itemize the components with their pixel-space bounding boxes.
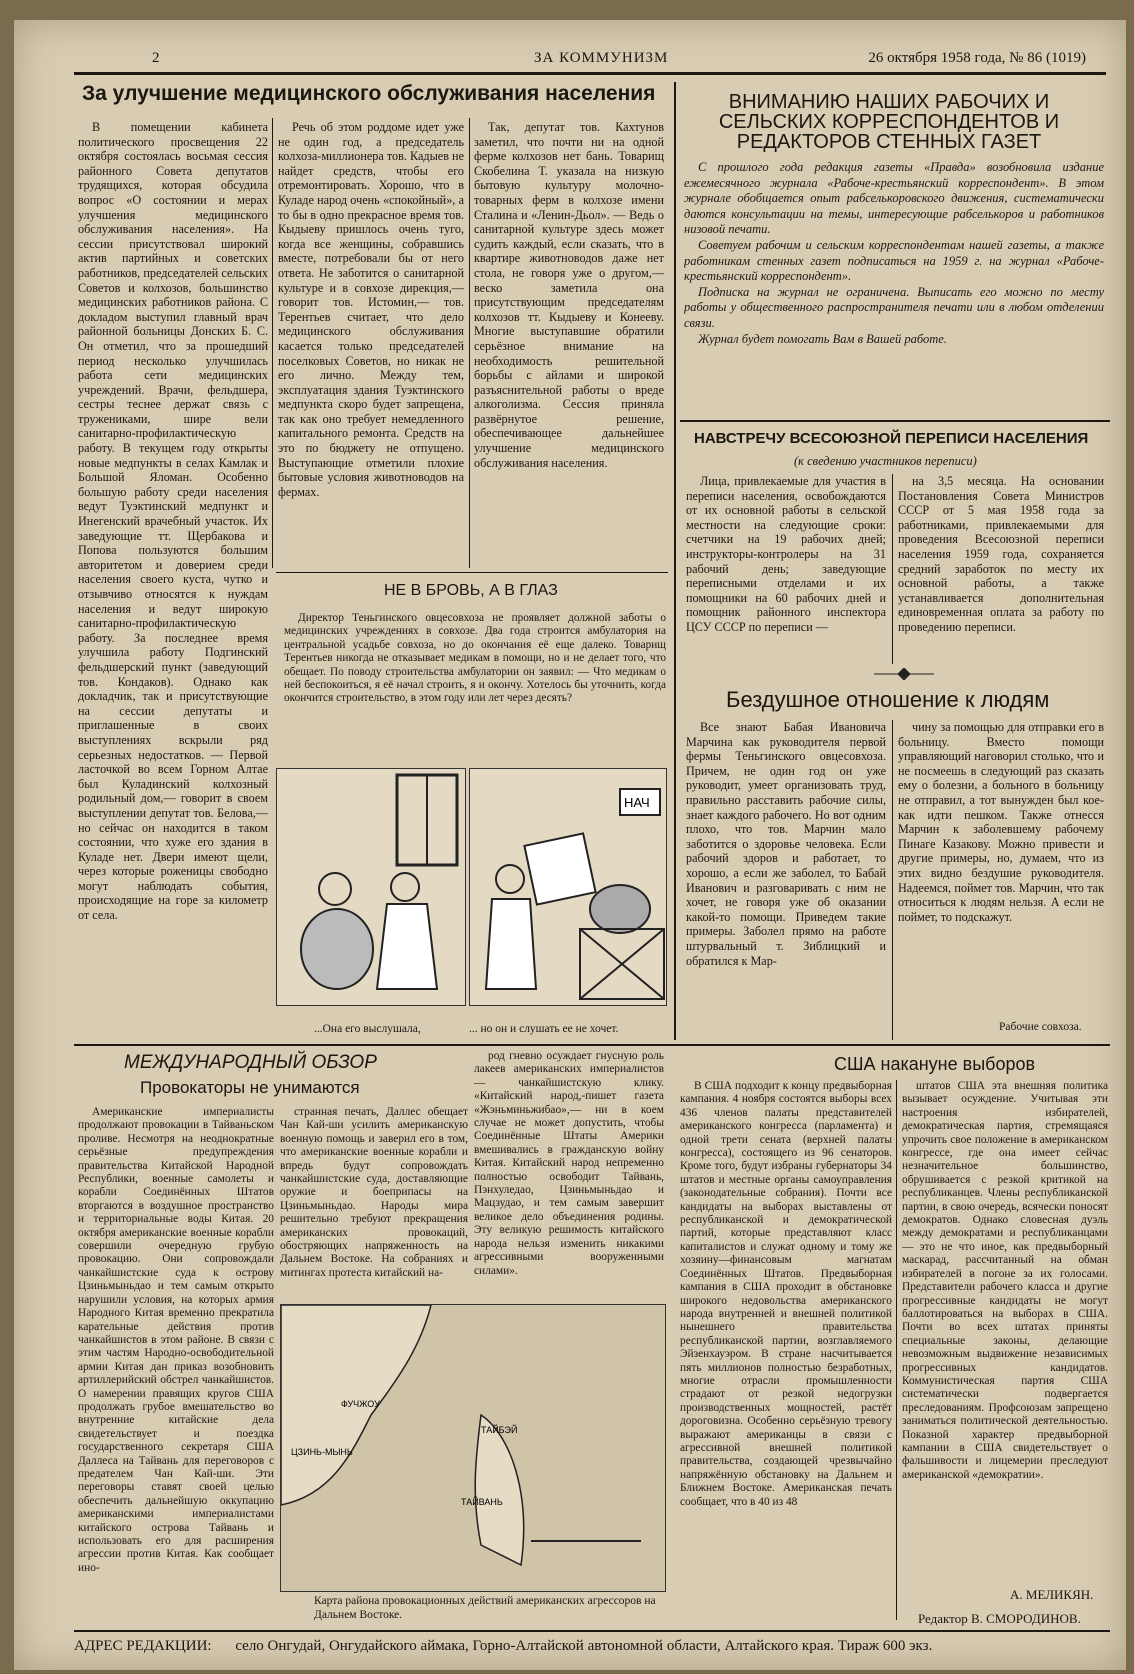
page-header [74,50,1086,72]
brov-text [284,612,666,762]
med-col-1-text: В помещении кабинета политического просвещения 22 октября состоялась восьмая сессия районного Совета депутатов трудящихся, которая обсудила вопрос «О состоянии и мерах улучшения медицинского обслуживания населения». На сессии присутствовал широкий актив партийных и советских работников, председателей сельских Советов и колхозов, большинство медицинских работников района. С докладом выступил главный врач районной больницы Донских Б. С. Он отметил, что за прошедший период несколько улучшилась работа сети медицинских учреждений. Врачи, фельдшера, сестры теснее держат связь с тружениками, шире вели санитарно-профилактическую работу. В текущем году открыты новые медпункты в селах Камлак и Большой Яломан. Особенно большую работу среди населения ведут Туэктинский медпункт и Инегенский врачебный участок. Их заведующие тт. Щербакова и Попова пользуются большим авторитетом и доверием среди населения своего куста, чутко и отзывчиво относятся к нуждам населения и ведут широкую санитарно-профилактическую работу. За последнее время улучшила работу Подгинский фельдшерский пункт (заведующий тов. Кондаков). Однако как докладчик, так и присутствующие на сессии депутаты и приглашенные в своих выступлениях вскрыли ряд серьезных недостатков. — Первой ласточкой во всем Горном Алтае был Куладинский колхозный родильный дом,— говорит в своем выступлении депутат тов. Белова,— но сейчас он находится в таком состоянии, что хуже его здания в Куладе нет. Двери имеют щели, через которые роженицы свободно могут наблюдать события, происходящие на горе за километр от села. [78,120,268,923]
usa-col-1 [680,1080,892,1620]
usa-col-1-text: В США подходит к концу предвыборная кампания. 4 ноября состоятся выборы всех 436 членов палаты представителей американского конгресса (парламента) и одной трети сената (верхней палаты конгресса), состоящего из 96 сенаторов. Кроме того, будут избраны губернаторы 34 штатов и местные органы самоуправления (законодательные собрания). Почти все кандидаты на выборах выставлены от республиканской и демократической партий, которые представляют класс капиталистов и служат одному и тому же хозяину—финансовым магнатам Соединённых Штатов. Предвыборная кампания в США проходит в обстановке широкого недовольства американского народа внутренней и внешней политикой нынешнего правительства республиканской партии, возглавляемого Эйзенхауэром. В стране насчитывается пять миллионов полностью безработных, многие отрасли промышленности страдают от резкой недогрузки производственных мощностей, растёт дороговизна. Особенно серьёзную тревогу выражают американцы в связи с агрессивной внешней политикой правительства, создающей чрезвычайно напряжённую обстановку на Дальнем и Ближнем Востоке. Американская печать сообщает, что в 40 из 48 [680,1080,892,1508]
map [280,1304,666,1592]
ornament [874,668,934,680]
intl-col-3-text: род гневно осуждает гнусную роль лакеев американских империалистов — чанкайшистскую клику. «Китайский народ,-пишет газета «Жэньминьжибао»,— ни в коем случае не может допустить, чтобы Соединённые Штаты Америки вмешивались в гражданскую войну Китая. Китайский народ непременно полностью освободит Тайвань, Пэнхуледао, Цзиньмыньдао и Мацзудао, и тем самым завершит великое дело объединения родины. Эту великую решимость китайского народа нельзя изменить никакими агрессивными вооруженными силами». [474,1050,664,1277]
bezd-col-2 [898,720,1104,1010]
med-col-3-text: Так, депутат тов. Кахтунов заметил, что почти ни на одной ферме колхозов нет бань. Товарищ Скобелина Т. указала на низкую бытовую культуру молочно-товарных ферм в колхозе имени Сталина и «Ленин-Дьол». — Ведь о санитарной культуре здесь может судить каждый, если сказать, что в квартире животноводов даже нет стола, не говоря уже о другом,— веско заметила она присутствующим председателям колхозов тт. Кыдыеву и Конееву. Многие выступавшие обратили серьёзное внимание на необходимость решительной борьбы с айлами и широкой разъяснительной работы о вреде алкоголизма. Сессия приняла развёрнутое решение, обеспечивающее дальнейшее улучшение медицинского обслуживания населения. [474,120,664,470]
map-label-taiwan: ТАЙВАНЬ [461,1497,503,1507]
divider [469,118,470,568]
intl-col-1 [78,1106,274,1616]
cartoon-right-drawing [470,769,666,1005]
divider [74,1044,1110,1046]
address-text: село Онгудай, Онгудайского аймака, Горно-Алтайской автономной области, Алтайского края. Тираж 600 экз. [235,1638,933,1654]
med-col-1 [78,120,268,1020]
divider [276,572,668,573]
census-col-1-text: Лица, привлекаемые для участия в переписи населения, освобождаются от их основной работы в сельской местности на следующие сроки: счетчики на 19 рабочих дней; инструкторы-контролеры на 31 рабочий день; заведующие переписными отделами и их помощники на 60 рабочих дней и помощник районного инспектора ЦСУ СССР по переписи — [686,474,886,634]
map-label-jinmen: ЦЗИНЬ-МЫНЬ [291,1447,353,1457]
census-title: НАВСТРЕЧУ ВСЕСОЮЗНОЙ ПЕРЕПИСИ НАСЕЛЕНИЯ [694,430,1089,447]
corr-p1: С прошлого года редакция газеты «Правда» возобновила издание ежемесячного журнала «Рабоче-крестьянский корреспондент». В этом журнале обобщается опыт рабселькоровского движения, систематически даются консультации на темы, интересующие рабселькоров и работников низовой печати. [684,160,1104,237]
divider [74,1630,1110,1632]
bezd-col-1 [686,720,886,1040]
map-caption: Карта района провокационных действий американских агрессоров на Дальнем Востоке. [314,1595,656,1621]
census-subtitle: (к сведению участников переписи) [794,454,977,468]
bezd-signature: Рабочие совхоза. [999,1021,1082,1033]
usa-author: А. МЕЛИКЯН. [1010,1587,1094,1602]
bezd-title: Бездушное отношение к людям [726,687,1050,712]
census-col-1 [686,474,886,664]
editor: Редактор В. СМОРОДИНОВ. [918,1611,1081,1626]
census-col-2-text: на 3,5 месяца. На основании Постановления Совета Министров СССР от 5 мая 1958 года за работниками, привлекаемыми для проведения Всесоюзной переписи населения 1959 года, сохраняется средний заработок по месту их основной работы, а также устанавливается дополнительная единовременная оплата за работу по проведению переписи. [898,474,1104,634]
corr-text [684,160,1104,425]
map-label-fuzhou: ФУЧЖОУ [341,1399,380,1409]
med-title: За улучшение медицинского обслуживания населения [82,82,656,105]
corr-p4: Журнал будет помогать Вам в Вашей работе. [698,331,947,346]
map-label-taibei: ТАЙБЭЙ [481,1425,518,1435]
cartoon-left [276,768,466,1006]
cartoon-left-drawing [277,769,465,1005]
header-rule [74,72,1106,75]
med-col-2-text: Речь об этом роддоме идет уже не один год, а председатель колхоза-миллионера тов. Кадыев не найдет средств, чтобы его отремонтировать. Хорошо, что в Куладе народ очень «спокойный», а то бы в одно прекрасное время тов. Кыдыеву пришлось очень туго, когда все женщины, собравшись вместе, потребовали бы от него ответа. Не заботится о санитарной культуре и в совхозе дирекция,— говорит тов. Истомин,— тов. Терентьев считает, что дело медицинского обслуживания касается только председателей поселковых Советов, но никак не его лично. Между тем, эксплуатация здания Туэктинского медпункта скоро будет запрещена, так как оно требует немедленного капитального ремонта. Средств на это по бюджету не отпущено. Выступающие отметили плохие бытовые условия животноводов на фермах. [278,120,464,499]
usa-title: США накануне выборов [834,1054,1036,1074]
med-col-2 [278,120,464,565]
divider [674,82,676,1040]
intl-col-2-text: странная печать, Даллес обещает Чан Кай-ши усилить американскую военную помощь и заверил его в том, что американские военные корабли и впредь будут сопровождать чанкайшистские суда, доставляющие оружие и боеприпасы на Цзиньмыньдао. Народы мира решительно требуют прекращения американских провокаций, обостряющих напряженность на Дальнем Востоке. На собраниях и митингах протеста китайский на- [280,1106,468,1279]
bezd-col-2-text: чину за помощью для отправки его в больницу. Вместо помощи управляющий наговорил столько, что и не посмеешь в следующий раз сказать ему о болезни, а больного в больницу не отправил, а тот вынужден был кое-как идти пешком. Также отнесся Марчин к заболевшему рабочему Пинаге Казакову. Можно привести и другие примеры, но, думаем, что из этих видно бездушие руководителя. Надеемся, поймет тов. Марчин, что так относиться к людям нельзя. А если не поймет, то подскажут. [898,720,1104,924]
intl-title: Провокаторы не унимаются [140,1078,360,1097]
corr-p3: Подписка на журнал не ограничена. Выписать его можно по месту работы у общественного распространителя печати или в любом отделении связи. [684,284,1104,330]
divider [896,1080,897,1620]
issue-date: 26 октября 1958 года, № 86 (1019) [868,50,1086,66]
cartoon-caption-left: ...Она его выслушала, [314,1023,421,1035]
cartoon-right [469,768,667,1006]
divider [892,474,893,664]
intl-col-3 [474,1050,664,1302]
divider [272,118,273,568]
usa-col-2-text: штатов США эта внешняя политика вызывает осуждение. Учитывая эти настроения избирателей, демократическая партия, стремящаяся упрочить свое положение в американском конгрессе, где она имеет сейчас незначительное большинство, обрушивается с резкой критикой на республиканцев. Члены республиканской партии, в свою очередь, всячески поносят демократов. Однако словесная дуэль между демократами и республиканцами — это не что иное, как предвыборный маскарад, рассчитанный на обман избирателей в погоне за их голосами. Представители рабочего класса и другие прогрессивные кандидаты не могут баллотироваться на выборах в США. Почти во всех штатах приняты специальные законы, делающие невозможным выдвижение независимых прогрессивных кандидатов. Коммунистическая партия США систематически подвергается преследованиям. Профсоюзам запрещено заниматься политической деятельностью. Показной характер предвыборной кампании в США свидетельствует о фальшивости и лицемерии преследуют американской «демократии». [902,1080,1108,1481]
address-label: АДРЕС РЕДАКЦИИ: [74,1638,212,1654]
divider [892,720,893,1040]
census-col-2 [898,474,1104,664]
address-line [74,1638,1096,1655]
brov-text-body: Директор Теньгинского овцесовхоза не проявляет должной заботы о медицинских учреждениях в совхозе. Два года строится амбулатория на центральной усадьбе совхоза, но до окончания её еще далеко. Товарищ Терентьев никогда не отказывает медикам в помощи, но и не делает того, что обещает. По поводу строительства амбулатории он заявил: — Что медикам о ней беспокоиться, я её начал строить, я и окончу. Хотелось бы уточнить, когда окончится строительство, в этом году или лет через десять? [284,612,666,705]
intl-col-2 [280,1106,468,1302]
map-drawing [281,1305,665,1591]
door-sign: НАЧ [624,795,650,810]
brov-title: НЕ В БРОВЬ, А В ГЛАЗ [384,582,558,599]
intl-col-1-text: Американские империалисты продолжают провокации в Тайваньском проливе. Несмотря на неоднократные серьёзные предупреждения правительства Китайской Народной Республики, военные самолеты и корабли Соединённых Штатов вторгаются в воздушное пространство и территориальные воды Китая. 20 октября американские военные корабли совершили очередную грубую провокацию. Они сопровождали чанкайшистские суда к острову Цзиньмыньдао и тем самым открыто нарушили условия, на которых армия Народного Китая временно прекратила карательные действия против чанкайшистов в этом районе. В связи с этим частям Народно-освободительной армии Китая дан приказ возобновить артиллерийский обстрел чанкайшистов. О намерении правящих кругов США продолжать грубое вмешательство во внутренние китайские дела свидетельствует и поездка государственного секретаря США Даллеса на Тайвань для переговоров с предателем Чан Кай-ши. Эти переговоры ставят своей целью обеспечить дальнейшую оккупацию американскими империалистами китайского острова Тайвань и использовать его для расширения агрессии против Китая. Как сообщает ино- [78,1106,274,1574]
cartoon-caption-right: ... но он и слушать ее не хочет. [469,1023,619,1035]
bezd-col-1-text: Все знают Бабая Ивановича Марчина как руководителя первой фермы Теньгинского овцесовхоза. Причем, не один год он уже руководит, умеет организовать труд, правильно расставить рабочие силы, знает каждого рабочего. Но вот одним плохо, что тов. Марчин мало заботится о здоровье человека. Если рабочий здоров и работает, то хорошо, а если же заболел, то Бабай Иванович и разговаривать с ним не хочет, не говоря уже об оказании какой-то помощи. Приведем такие примеры. Заболел прямо на работе штурвальный т. Зиблицкий и обратился к Мар- [686,720,886,968]
corr-p2: Советуем рабочим и сельским корреспондентам нашей газеты, а также работникам стенных газет подписаться на 1959 г. на журнал «Рабоче-крестьянский корреспондент». [684,237,1104,284]
usa-col-2 [902,1080,1108,1585]
intl-rubric: МЕЖДУНАРОДНЫЙ ОБЗОР [124,1052,377,1073]
med-col-3 [474,120,664,565]
corr-title: ВНИМАНИЮ НАШИХ РАБОЧИХ И СЕЛЬСКИХ КОРРЕСПОНДЕНТОВ И РЕДАКТОРОВ СТЕННЫХ ГАЗЕТ [718,91,1060,153]
newspaper-name: ЗА КОММУНИЗМ [534,50,669,66]
divider [680,420,1110,422]
page-number: 2 [152,50,160,66]
newspaper-page [14,20,1126,1670]
